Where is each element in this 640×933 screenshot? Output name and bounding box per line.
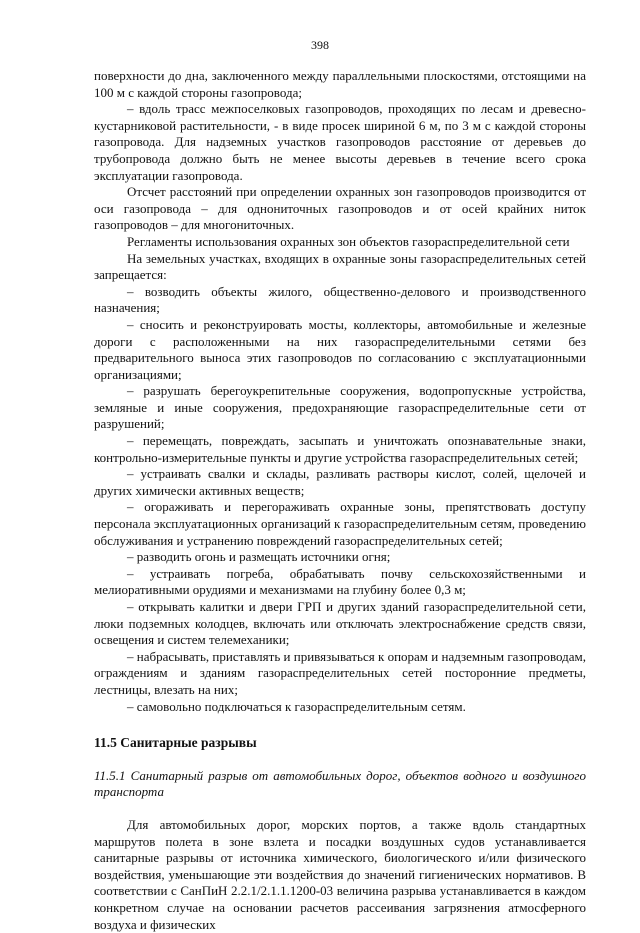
list-item: – возводить объекты жилого, общественно-делового и производственного назначения; — [94, 283, 586, 316]
list-item: – разводить огонь и размещать источники огня; — [127, 549, 391, 565]
list-item: – устраивать погреба, обрабатывать почву сельскохозяйственными и мелиоративными орудиями и механизмами на глубину более 0,3 м; — [94, 565, 586, 598]
list-item: – набрасывать, приставлять и привязываться к опорам и надземным газопроводам, ограждениям и зданиям газораспределительных сетей посторонние предметы, лестницы, влезать на них; — [94, 648, 586, 697]
subsection-heading: 11.5.1 Санитарный разрыв от автомобильных дорог, объектов водного и воздушного транспорта — [94, 767, 586, 800]
list-item: – устраивать свалки и склады, разливать растворы кислот, солей, щелочей и других химически активных веществ; — [94, 466, 586, 498]
paragraph: Для автомобильных дорог, морских портов, а также вдоль стандартных маршрутов полета в зоне взлета и посадки воздушных судов устанавливается санитарные разрывы от источника химического, биологического и/или физического воздействия, уменьшающие эти воздействия до значений гигиенических нормативов. В соответствии с СанПиН 2.2.1/2.1.1.1200-03 величина разрыва устанавливается в каждом конкретном случае на основании расчетов рассеивания загрязнения атмосферного воздуха и физических — [94, 816, 586, 932]
paragraph: Регламенты использования охранных зон объектов газораспределительной сети — [127, 233, 570, 249]
list-item: – перемещать, повреждать, засыпать и уничтожать опознавательные знаки, контрольно-измерительные пункты и другие устройства газораспределительных сетей; — [94, 433, 586, 465]
paragraph: Отсчет расстояний при определении охранных зон газопроводов производится от оси газопровода – для однониточных газопроводов и от осей крайних ниток газопроводов – для многониточных. — [94, 184, 586, 233]
list-item: – сносить и реконструировать мосты, коллекторы, автомобильные и железные дороги с расположенными на них газораспределительными сетями без предварительного выноса этих газопроводов по согласованию с эксплуатационными организациями; — [94, 316, 586, 382]
page-number: 398 — [311, 38, 329, 52]
page-body — [94, 68, 586, 933]
section-heading: 11.5 Санитарные разрывы — [94, 735, 257, 751]
paragraph: – вдоль трасс межпоселковых газопроводов, проходящих по лесам и древеснокустарниковой растительности, - в виде просек шириной 6 м, по 3 м с каждой стороны газопровода. Для надземных участков газопроводов расстояние от деревьев до трубопровода должно быть не менее высоты деревьев в течение всего срока эксплуатации газопровода. — [94, 101, 586, 183]
list-item: – огораживать и перегораживать охранные зоны, препятствовать доступу персонала эксплуатационных организаций к газораспределительным сетям, проведению обслуживания и устранению повреждений газораспределительных сетей; — [94, 499, 586, 548]
list-item: – открывать калитки и двери ГРП и других зданий газораспределительной сети, люки подземных колодцев, включать или отключать электроснабжение средств связи, освещения и систем телемеханики; — [94, 599, 586, 648]
list-item: – самовольно подключаться к газораспределительным сетям. — [127, 698, 466, 714]
paragraph: поверхности до дна, заключенного между параллельными плоскостями, отстоящими на 100 м с каждой стороны газопровода; — [94, 68, 586, 100]
list-item: – разрушать берегоукрепительные сооружения, водопропускные устройства, земляные и иные сооружения, предохраняющие газораспределительные сети от разрушений; — [94, 383, 586, 432]
paragraph: На земельных участках, входящих в охранные зоны газораспределительных сетей запрещается: — [94, 250, 586, 283]
